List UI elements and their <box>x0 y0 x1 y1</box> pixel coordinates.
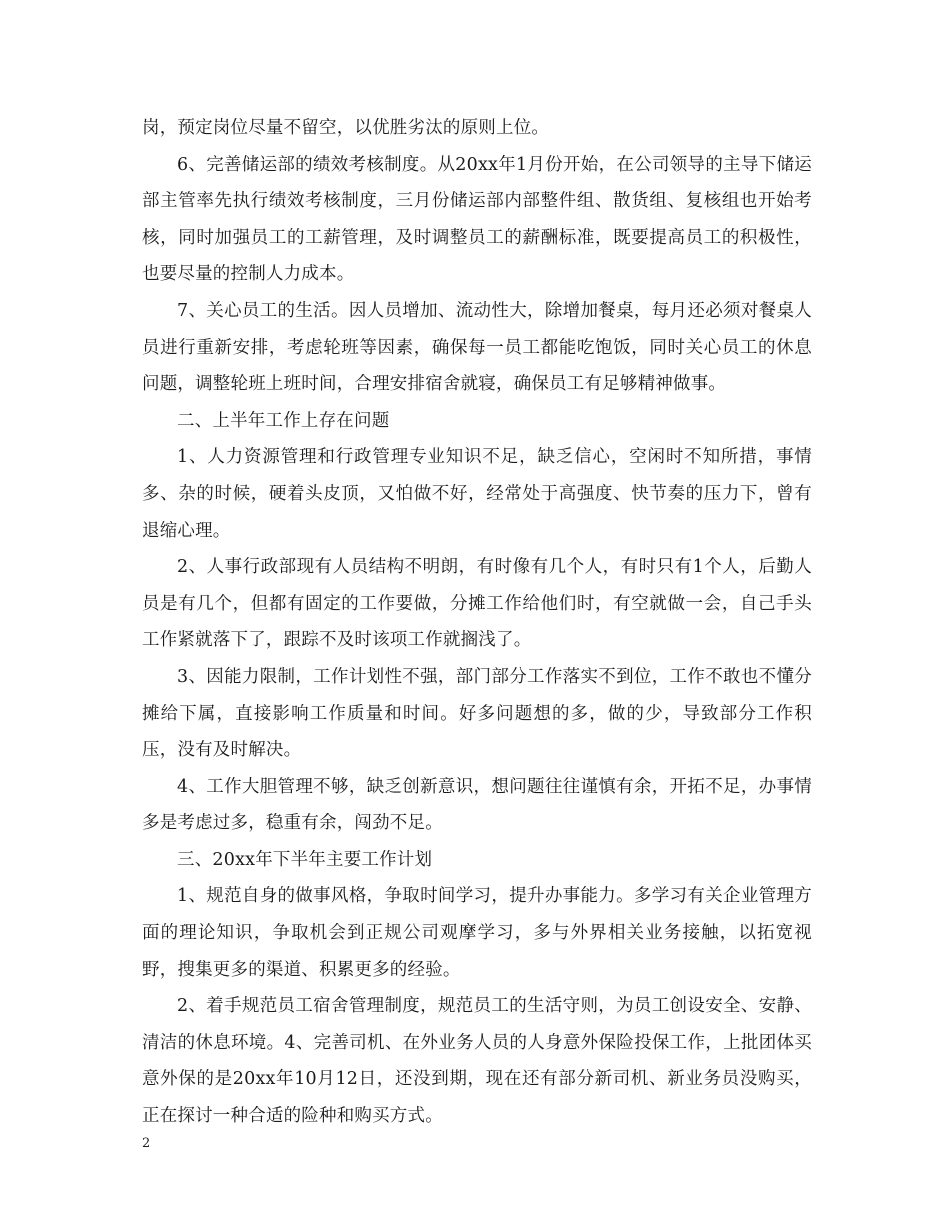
paragraph-problem-1: 1、人力资源管理和行政管理专业知识不足，缺乏信心，空闲时不知所措，事情多、杂的时候，硬着头皮顶，又怕做不好，经常处于高强度、快节奏的压力下，曾有退缩心理。 <box>142 447 812 541</box>
page-number: 2 <box>142 1136 151 1151</box>
paragraph-continuation: 岗，预定岗位尽量不留空，以优胜劣汰的原则上位。 <box>142 118 550 138</box>
paragraph-problem-2: 2、人事行政部现有人员结构不明朗，有时像有几个人，有时只有1个人，后勤人员是有几个，但都有固定的工作要做，分摊工作给他们时，有空就做一会，自己手头工作紧就落下了，跟踪不及时该项工作就搁浅了。 <box>142 557 812 651</box>
document-body <box>142 110 812 1135</box>
paragraph-problem-4: 4、工作大胆管理不够，缺乏创新意识，想问题往往谨慎有余，开拓不足，办事情多是考虑过多，稳重有余，闯劲不足。 <box>142 776 812 834</box>
paragraph-plan-1: 1、规范自身的做事风格，争取时间学习，提升办事能力。多学习有关企业管理方面的理论知识，争取机会到正规公司观摩学习，多与外界相关业务接触，以拓宽视野，搜集更多的渠道、积累更多的经验。 <box>142 886 812 980</box>
paragraph-item-7: 7、关心员工的生活。因人员增加、流动性大，除增加餐桌，每月还必须对餐桌人员进行重新安排，考虑轮班等因素，确保每一员工都能吃饱饭，同时关心员工的休息问题，调整轮班上班时间，合理安排宿舍就寝，确保员工有足够精神做事。 <box>142 300 812 395</box>
paragraph-problem-3: 3、因能力限制，工作计划性不强，部门部分工作落实不到位，工作不敢也不懂分摊给下属，直接影响工作质量和时间。好多问题想的多，做的少，导致部分工作积压，没有及时解决。 <box>142 666 812 761</box>
section-heading-plan: 三、20xx年下半年主要工作计划 <box>177 849 433 870</box>
paragraph-plan-2: 2、着手规范员工宿舍管理制度，规范员工的生活守则，为员工创设安全、安静、清洁的休息环境。4、完善司机、在外业务人员的人身意外保险投保工作，上批团体买意外保的是20xx年10月12日，还没到期，现在还有部分新司机、新业务员没购买，正在探讨一种合适的险种和购买方式。 <box>142 996 812 1127</box>
section-heading-problems: 二、上半年工作上存在问题 <box>177 410 390 431</box>
paragraph-item-6: 6、完善储运部的绩效考核制度。从20xx年1月份开始，在公司领导的主导下储运部主管率先执行绩效考核制度，三月份储运部内部整件组、散货组、复核组也开始考核，同时加强员工的工薪管理，及时调整员工的薪酬标准，既要提高员工的积极性，也要尽量的控制人力成本。 <box>142 154 812 285</box>
